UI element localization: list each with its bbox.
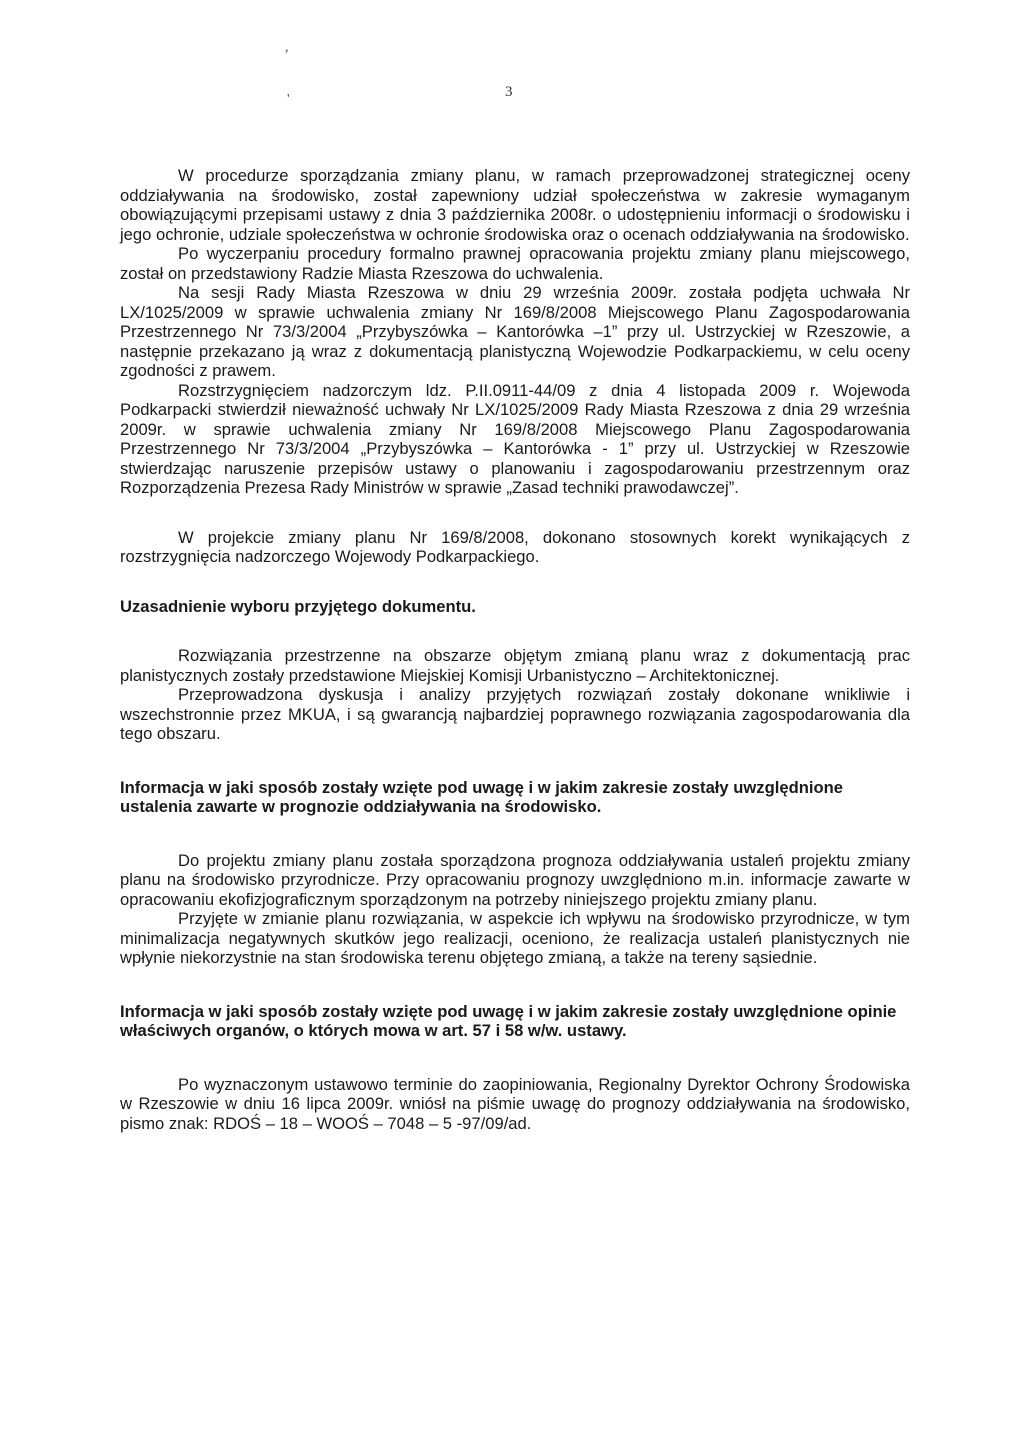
paragraph-spatial-solutions: Rozwiązania przestrzenne na obszarze objętym zmianą planu wraz z dokumentacją prac planistycznych zostały przedstawione Miejskiej Komisji Urbanistyczno – Architektonicznej. — [120, 646, 910, 685]
paragraph-council-session: Na sesji Rady Miasta Rzeszowa w dniu 29 września 2009r. została podjęta uchwała Nr LX/1025/2009 w sprawie uchwalenia zmiany Nr 169/8/2008 Miejscowego Planu Zagospodarowania Przestrzennego Nr 73/3/2004 „Przybyszówka – Kantorówka –1” przy ul. Ustrzyckiej w Rzeszowie, a następnie przekazano ją wraz z dokumentacją planistyczną Wojewodzie Podkarpackiemu, w celu oceny zgodności z prawem. — [120, 283, 910, 380]
heading-authority-opinions: Informacja w jaki sposób zostały wzięte pod uwagę i w jakim zakresie zostały uwzględnione opinie właściwych organów, o których mowa w art. 57 i 58 w/w. ustawy. — [120, 1001, 897, 1040]
heading-justification: Uzasadnienie wyboru przyjętego dokumentu. — [120, 596, 476, 616]
paragraph-public-participation: W procedurze sporządzania zmiany planu, w ramach przeprowadzonej strategicznej oceny oddziaływania na środowisko, został zapewniony udział społeczeństwa w zakresie wymaganym obowiązującymi przepisami ustawy z dnia 3 października 2008r. o udostępnieniu informacji o środowisku i jego ochronie, udziale społeczeństwa w ochronie środowiska oraz o ocenach oddziaływania na środowisko. — [120, 166, 910, 244]
scan-mark-left: ' — [287, 92, 290, 107]
paragraph-forecast: Do projektu zmiany planu została sporządzona prognoza oddziaływania ustaleń projektu zmiany planu na środowisko przyrodnicze. Przy opracowaniu prognozy uwzględniono m.in. informacje zawarte w opracowaniu ekofizjograficznym sporządzonym na potrzeby niniejszego projektu zmiany planu. — [120, 850, 910, 909]
paragraph-procedure-completed: Po wyczerpaniu procedury formalno prawnej opracowania projektu zmiany planu miejscowego, został on przedstawiony Radzie Miasta Rzeszowa do uchwalenia. — [120, 244, 910, 283]
paragraph-adopted-solutions: Przyjęte w zmianie planu rozwiązania, w aspekcie ich wpływu na środowisko przyrodnicze, w tym minimalizacja negatywnych skutków jego realizacji, oceniono, że realizacja ustaleń planistycznych nie wpłynie niekorzystnie na stan środowiska terenu objętego zmianą, a także na tereny sąsiednie. — [120, 909, 910, 967]
paragraph-supervisory-decision: Rozstrzygnięciem nadzorczym ldz. P.II.0911-44/09 z dnia 4 listopada 2009 r. Wojewoda Podkarpacki stwierdził nieważność uchwały Nr LX/1025/2009 Rady Miasta Rzeszowa z dnia 29 września 2009r. w sprawie uchwalenia zmiany Nr 169/8/2008 Miejscowego Planu Zagospodarowania Przestrzennego Nr 73/3/2004 „Przybyszówka – Kantorówka - 1” przy ul. Ustrzyckiej w Rzeszowie stwierdzając naruszenie przepisów ustawy o planowaniu i zagospodarowaniu przestrzennym oraz Rozporządzenia Prezesa Rady Ministrów w sprawie „Zasad techniki prawodawczej”. — [120, 380, 910, 497]
paragraph-discussion: Przeprowadzona dyskusja i analizy przyjętych rozwiązań zostały dokonane wnikliwie i wszechstronnie przez MKUA, i są gwarancją najbardziej poprawnego rozwiązania zagospodarowania dla tego obszaru. — [120, 685, 910, 743]
paragraph-rdos-opinion: Po wyznaczonym ustawowo terminie do zaopiniowania, Regionalny Dyrektor Ochrony Środowiska w Rzeszowie w dniu 16 lipca 2009r. wniósł na piśmie uwagę do prognozy oddziaływania na środowisko, pismo znak: RDOŚ – 18 – WOOŚ – 7048 – 5 -97/09/ad. — [120, 1074, 910, 1133]
document-body — [120, 166, 910, 1133]
paragraph-corrections: W projekcie zmiany planu Nr 169/8/2008, dokonano stosownych korekt wynikających z rozstrzygnięcia nadzorczego Wojewody Podkarpackiego. — [120, 527, 910, 566]
scan-mark-top: , — [285, 40, 289, 55]
heading-forecast-findings: Informacja w jaki sposób zostały wzięte pod uwagę i w jakim zakresie zostały uwzględnione ustalenia zawarte w prognozie oddziaływania na środowisko. — [120, 777, 843, 816]
page-number: 3 — [505, 84, 513, 100]
